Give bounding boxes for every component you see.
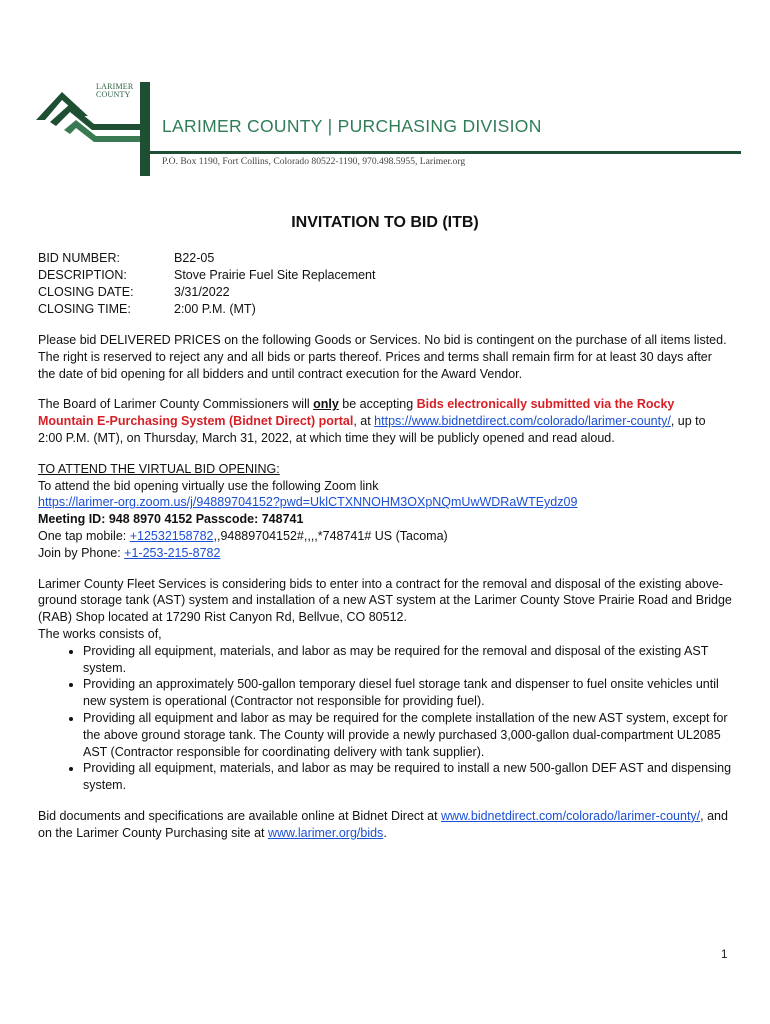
join-by-phone-line xyxy=(38,545,732,562)
meeting-credentials: Meeting ID: 948 8970 4152 Passcode: 748741 xyxy=(38,512,304,527)
bid-info-label: CLOSING DATE: xyxy=(38,285,134,299)
bid-info-value: 3/31/2022 xyxy=(174,285,230,299)
document-body xyxy=(38,332,732,856)
documents-text: , and on the Larimer County Purchasing site at xyxy=(38,808,728,840)
page-number: 1 xyxy=(721,949,728,961)
bid-info-label: BID NUMBER: xyxy=(38,251,120,265)
bid-info-label: DESCRIPTION: xyxy=(38,268,127,282)
bid-info-value: 2:00 P.M. (MT) xyxy=(174,302,256,316)
logo-wordmark xyxy=(96,83,133,99)
document-title: INVITATION TO BID (ITB) xyxy=(291,214,479,231)
board-paragraph xyxy=(38,396,732,446)
mobile-dial-suffix: ,,94889704152#,,,,*748741# US (Tacoma) xyxy=(213,528,448,543)
list-item: • Providing all equipment and labor as may be required for the complete installation of the new AST system, except for the above ground storage tank. The County will provide a newly purchased 3,000-gallon dual-compartment UL2085 AST (Contractor responsible for coordinating delivery with tank supplier). xyxy=(83,710,732,760)
phone-label: Join by Phone: xyxy=(38,545,125,560)
bid-info-row xyxy=(38,301,375,318)
bid-info-row xyxy=(38,267,375,284)
intro-paragraph: Please bid DELIVERED PRICES on the following Goods or Services. No bid is contingent on the purchase of all items listed. The right is reserved to reject any and all bids or parts thereof. Prices and terms shall remain firm for at least 30 days after the date of bid opening for all bidders and until contract execution for the Award Vendor. xyxy=(38,333,727,381)
bidnet-portal-link[interactable]: https://www.bidnetdirect.com/colorado/larimer-county/ xyxy=(374,414,671,429)
larimer-bids-link[interactable]: www.larimer.org/bids xyxy=(267,825,384,840)
bid-info-label: CLOSING TIME: xyxy=(38,302,131,316)
logo-line-1: LARIMER xyxy=(96,82,134,91)
documents-paragraph xyxy=(38,808,732,842)
zoom-meeting-link[interactable]: https://larimer-org.zoom.us/j/94889704152?pwd=UklCTXNNOHM3OXpNQmUwWDRaWTEydz09 xyxy=(38,495,578,510)
bid-info-row xyxy=(38,284,375,301)
board-only-emphasis: only xyxy=(313,397,339,412)
bid-info-value: B22-05 xyxy=(174,251,215,265)
documents-text: Bid documents and specifications are available online at Bidnet Direct at xyxy=(38,808,442,823)
one-tap-mobile-line xyxy=(38,528,732,545)
bid-info xyxy=(38,250,375,318)
virtual-opening-heading: TO ATTEND THE VIRTUAL BID OPENING: xyxy=(38,461,280,476)
bid-info-value: Stove Prairie Fuel Site Replacement xyxy=(174,268,376,282)
bidnet-documents-link[interactable]: www.bidnetdirect.com/colorado/larimer-county/ xyxy=(441,808,701,823)
board-text: The Board of Larimer County Commissioners will xyxy=(38,397,314,412)
documents-text: . xyxy=(383,825,387,840)
list-item: • Providing an approximately 500-gallon temporary diesel fuel storage tank and dispenser to fuel onsite vehicles until new system is operational (Contractor not responsible for providing fuel). xyxy=(83,676,732,710)
list-item: • Providing all equipment, materials, and labor as may be required for the removal and disposal of the existing AST system. xyxy=(83,643,732,677)
organization-title: LARIMER COUNTY | PURCHASING DIVISION xyxy=(162,116,542,136)
virtual-opening-instructions: To attend the bid opening virtually use the following Zoom link xyxy=(38,478,379,493)
board-text: be accepting xyxy=(338,397,417,412)
mobile-phone-link[interactable]: +12532158782 xyxy=(129,528,214,543)
board-text: , at xyxy=(353,414,375,429)
logo-line-2: COUNTY xyxy=(96,90,131,99)
board-portal-notice: Bids electronically submitted via the Rocky Mountain E-Purchasing System (Bidnet Direct) portal xyxy=(38,397,675,429)
scope-section xyxy=(38,576,732,794)
mobile-label: One tap mobile: xyxy=(38,528,130,543)
works-intro: The works consists of, xyxy=(38,626,162,641)
virtual-opening-section xyxy=(38,461,732,562)
letterhead-rule xyxy=(150,151,741,154)
board-text: , up to 2:00 P.M. (MT), on Thursday, March 31, 2022, at which time they will be publicly opened and read aloud. xyxy=(38,414,706,445)
organization-address: P.O. Box 1190, Fort Collins, Colorado 80522-1190, 970.498.5955, Larimer.org xyxy=(162,156,466,167)
list-item: • Providing all equipment, materials, and labor as may be required to install a new 500-gallon DEF AST and dispensing system. xyxy=(83,760,732,794)
bid-info-row xyxy=(38,250,375,267)
scope-paragraph: Larimer County Fleet Services is considering bids to enter into a contract for the removal and disposal of the existing above-ground storage tank (AST) system and installation of a new AST system at the Larimer County Stove Prairie Road and Bridge (RAB) Shop located at 17290 Rist Canyon Rd, Bellvue, CO 80512. xyxy=(38,576,732,625)
letterhead-vertical-bar xyxy=(140,82,150,176)
join-phone-link[interactable]: +1-253-215-8782 xyxy=(124,545,221,560)
works-list xyxy=(38,643,732,794)
